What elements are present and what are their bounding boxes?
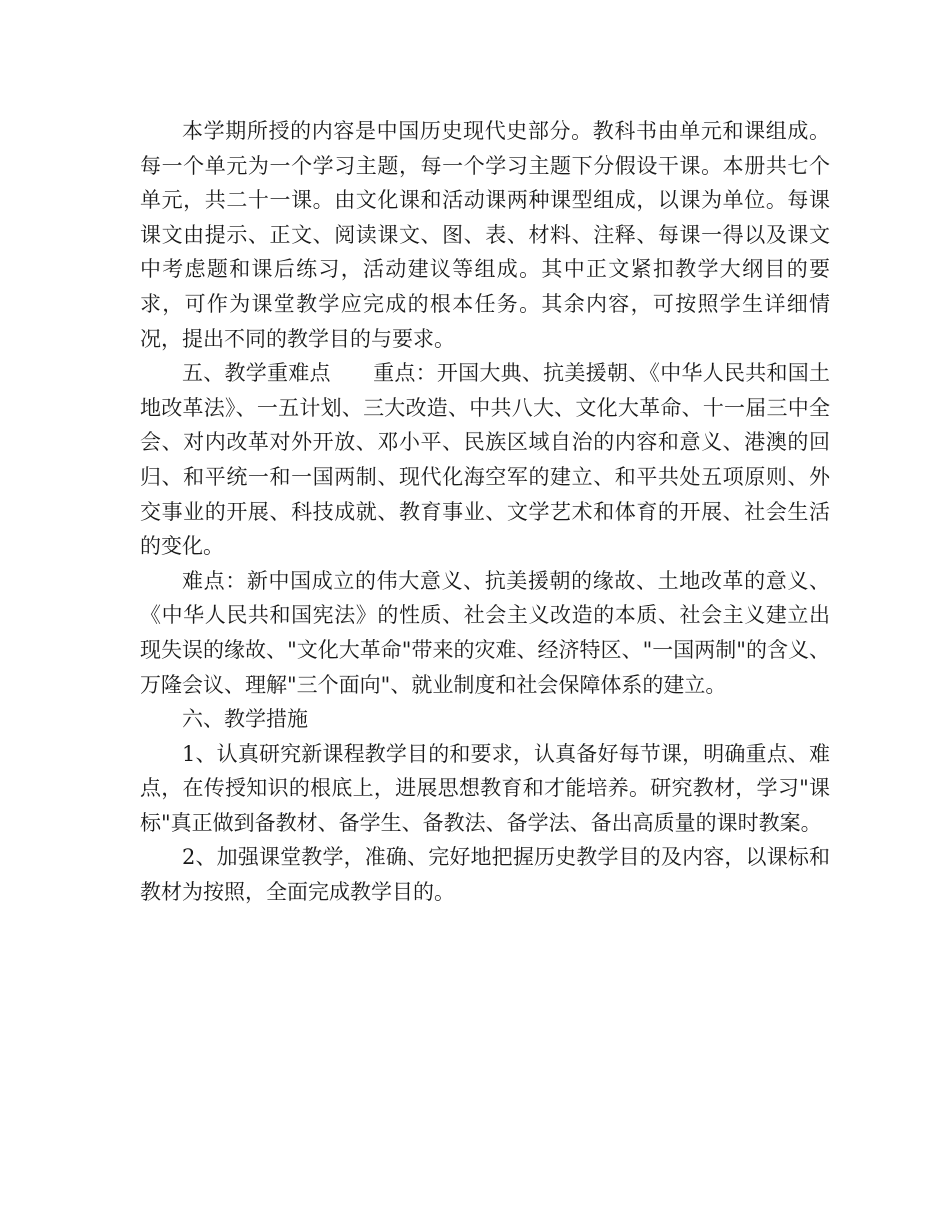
section-heading-key-difficult-points: 五、教学重难点 [182,361,331,386]
paragraph-text: 重点：开国大典、抗美援朝、《中华人民共和国土地改革法》、一五计划、三大改造、中共八大、文化大革命、十一届三中全会、对内改革对外开放、邓小平、民族区域自治的内容和意义、港澳的回归、和平统一和一国两制、现代化海空军的建立、和平共处五项原则、外交事业的开展、科技成就、教育事业、文学艺术和体育的开展、社会生活的变化。 [140,361,831,559]
paragraph-text: 2、加强课堂教学，准确、完好地把握历史教学目的及内容，以课标和教材为按照，全面完成教学目的。 [140,845,830,905]
paragraph-text: 1、认真研究新课程教学目的和要求，认真备好每节课，明确重点、难点，在传授知识的根底上，进展思想教育和才能培养。研究教材，学习"课标"真正做到备教材、备学生、备教法、备学法、备出高质量的课时教案。 [140,741,830,835]
paragraph-measure-2 [140,840,830,909]
paragraph-text: 本学期所授的内容是中国历史现代史部分。教科书由单元和课组成。每一个单元为一个学习主题，每一个学习主题下分假设干课。本册共七个单元，共二十一课。由文化课和活动课两种课型组成，以课为单位。每课课文由提示、正文、阅读课文、图、表、材料、注释、每课一得以及课文中考虑题和课后练习，活动建议等组成。其中正文紧扣教学大纲目的要求，可作为课堂教学应完成的根本任务。其余内容，可按照学生详细情况，提出不同的教学目的与要求。 [140,119,830,351]
section-heading-teaching-measures [140,702,830,737]
document-body [140,114,830,910]
paragraph-text: 难点：新中国成立的伟大意义、抗美援朝的缘故、土地改革的意义、《中华人民共和国宪法》的性质、社会主义改造的本质、社会主义建立出现失误的缘故、"文化大革命"带来的灾难、经济特区、"一国两制"的含义、万隆会议、理解"三个面向"、就业制度和社会保障体系的建立。 [140,568,830,697]
paragraph-measure-1 [140,737,830,841]
paragraph-textbook-overview [140,114,830,356]
paragraph-difficult-points [140,564,830,702]
paragraph-key-points [140,356,830,564]
paragraph-text: 六、教学措施 [182,707,308,732]
